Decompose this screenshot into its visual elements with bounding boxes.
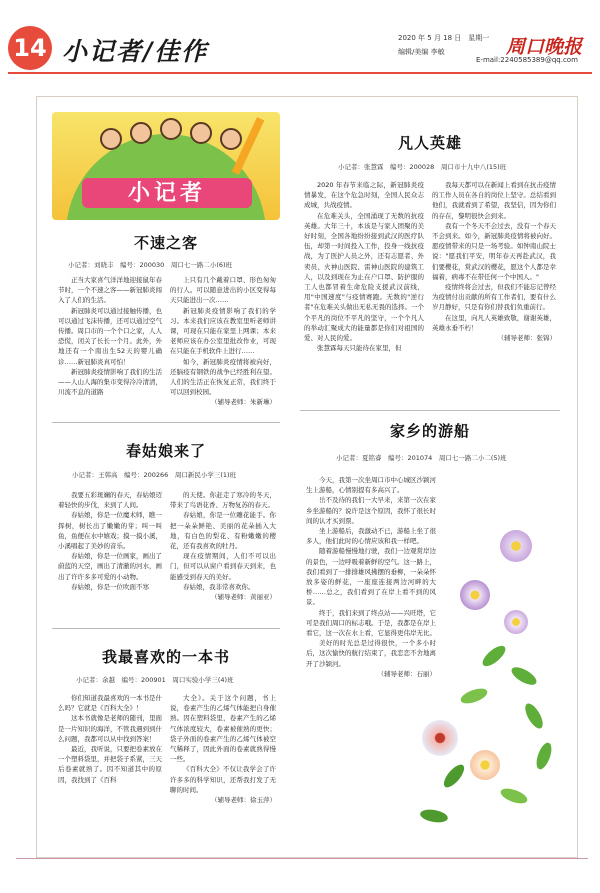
paragraph: 现在疫情期间，人们不可以出门，但可以从窗户看到春天到来，也能感受到春天的美好。: [170, 552, 276, 581]
footer-rule: [16, 858, 588, 859]
article-byline: 小记者：夏铭睿 编号：201074 周口七一路二小二(5)班: [336, 454, 507, 462]
leaf-icon: [522, 701, 546, 731]
paragraph: 春姑娘，你是一位画家，画出了蔚蓝的天空，画出了清澈的河水，画出了许许多多可爱的小动物。: [58, 552, 162, 581]
leaf-icon: [479, 642, 508, 669]
teacher-credit: （辅导老师：黄丽亚）: [211, 593, 276, 602]
paragraph: 我每天都可以在新闻上看到在抗击疫情的工作人员在各自的岗位上坚守。总结看到他们，我就看到了希望，我坚信，因为你们的存在，黎明很快会到来。: [432, 181, 556, 220]
paragraph: 如今，新冠肺炎疫情将被向好，还脑疫有钢铁的战争已经胜利在望。人们的生活正在恢复正常，我们终于可以回到校园。: [170, 357, 276, 397]
paragraph: 坐上游船后，我激动不已，游船上坐了很多人，他们此时的心情应该和我一样吧。: [306, 527, 436, 546]
child-face-icon: [190, 122, 212, 144]
editor-credit: 编辑/美编 李敏: [398, 48, 445, 56]
little-reporter-banner: [52, 112, 280, 220]
paragraph: 新冠肺炎疫情影响了我们的生活——人山人海的集市变得冷冷清清，川流不息的道路: [58, 367, 162, 397]
article-byline: 小记者：王韩高 编号：200266 周口新民小学三(1)班: [72, 471, 237, 479]
contact-email: E-mail:2240585389@qq.com: [476, 56, 578, 64]
leaf-icon: [509, 664, 539, 688]
leaf-icon: [459, 686, 489, 707]
article-column: [170, 490, 276, 620]
newspaper-brand: 周口晚报: [505, 36, 582, 58]
article-title: 不速之客: [133, 234, 198, 252]
leaf-icon: [499, 786, 529, 807]
header-rule: [8, 72, 592, 74]
paragraph: 春姑娘，我非常喜欢你。: [183, 582, 255, 591]
article-column: [58, 693, 162, 833]
paragraph: 春姑娘，你是一位魔术师，瞧一挥树，树长出了嫩嫩的芽；叫一叫鱼，鱼便在水中嬉戏；摸一摸小溪，小溪唱起了美妙的音乐。: [58, 511, 162, 551]
leaf-icon: [419, 808, 449, 825]
paragraph: 2020 年春节来临之际，新冠肺炎疫情暴发，在这个危急时刻，全国人民众志成城，共战疫情。: [304, 181, 424, 210]
child-face-icon: [220, 128, 242, 150]
article-title: 家乡的游船: [389, 422, 470, 440]
paragraph: 最近，我听说，只要把卷素放在一个塑料袋里，并把袋子系紧，三天后卷素就熟了。因不知道其中的原因，我找到了《百科: [58, 745, 162, 784]
paragraph: 你们知道我最喜欢的一本书是什么吗？它就是《百科大全》！: [58, 694, 162, 713]
paragraph: 的天使。你赶走了寒冷的冬天，带来了鸟语花香、万物复苏的春天。: [170, 491, 276, 510]
article-byline: 小记者：刘晓丰 编号：200030 周口七一路二小(6)班: [68, 261, 233, 269]
article-title: 春姑娘来了: [125, 442, 206, 460]
paragraph: 美好的时光总是过得很快，一个多小时后，这次愉快的航行结束了，我恋恋不舍地离开了沙颍河。: [306, 639, 436, 668]
teacher-credit: （辅导老师：朱新琳）: [211, 398, 276, 407]
banner-title: 小记者: [82, 178, 252, 208]
paragraph: 新冠肺炎可以通过接触传播，也可以通过飞沫传播，还可以通过空气传播。周口市的一个个口之家，人人恐慌，闭关了长长一个月。此外，外地还有一个南出生52天的婴儿确诊……新冠肺炎真可怕！: [58, 306, 162, 366]
child-face-icon: [160, 118, 182, 140]
article-column: [432, 180, 556, 402]
paragraph: 上只有几个戴着口罩、形色匆匆的行人。可以随意进出的小区变得每天只能进出一次……: [170, 276, 276, 305]
page-number-badge: 14: [8, 26, 52, 70]
paragraph: 正当大家喜气洋洋地迎接鼠年春节时，一个不速之客——新冠肺炎闯入了人们的生活。: [58, 276, 162, 305]
paragraph: 大全》。关于这个问题，书上说，卷素产生的乙烯气体能把自身催熟。因在塑料袋里，卷素产生的乙烯气体浓度较大，卷素被催熟的更快；袋子外面的卷素产生的乙烯气体被空气稀释了，因此外面的卷素就熟得慢一些。: [170, 694, 276, 764]
article-column: [170, 275, 276, 411]
article-divider: [52, 628, 280, 629]
flower-icon: [504, 610, 528, 634]
article-title: 凡人英雄: [397, 134, 462, 152]
article-divider: [300, 410, 560, 411]
paragraph: 终于，我们来到了终点站——兴旺塔，它可是我们周口的标志哦。于是，我都是在岸上看它，这一次在水上看，它显得更伟岸无比。: [306, 608, 436, 638]
paragraph: 随着游船慢慢地行驶，我们一边观赏岸边的景色，一边呼吸着新鲜的空气。这一路上，我们看到了一排排雄风拂摆的垂柳，一朵朵怀放多姿的鲜花，一座座连接两边河畔的大桥……总之，我们看到了在岸上看不到的风景。: [306, 547, 436, 607]
paragraph: 在这里，向凡人英雄致敬，谢谢英雄，英雄永垂不朽！: [432, 313, 556, 332]
paragraph: 今天，我第一次坐周口市中心城区沙颍河生上游船，心情别提有多高兴了。: [306, 476, 436, 495]
paragraph: 张慧霖每天只能待在家里，但: [317, 344, 402, 353]
article-column: [58, 275, 162, 411]
paragraph: 我要五彩斑斓的春天，春姑娘迈着轻快的步伐，来到了人间。: [58, 491, 162, 510]
paragraph: 在危难关头，全国涌现了无数的抗疫英雄。大年三十，本该是与家人团聚的美好时刻，全国各地纷纷接到武汉的医疗队伍，却第一时间投入工作，投身一线抗疫战，为了医护人员之外，还有志愿者、外卖员、火神山医院、雷神山医院的建筑工人，以及到现在为止在户口罩、防护服的工人也都冒着生命危险支援武汉前线，用"中国速度"与疫情赛跑。无数的"逆行者"在危难关头做出无私无畏的选择。一个个平凡的岗位不平凡的坚守，一个个凡人的举动汇聚成大的能量都是你们对祖国的爱、对人民的爱。: [304, 211, 424, 343]
paragraph: 这本书就像是老师的随刊，里面是一片知识的海洋，不管我遇到到什么问题，我都可以从中找到答案！: [58, 714, 162, 743]
leaf-icon: [440, 761, 467, 790]
paragraph: 岳不及待的我们一大早来，来第一次在家乡坐游船的？说许是这个原因，我怀了很长时间的认才买到票。: [306, 496, 436, 525]
paragraph: 疫情终将会过去，但我们不能忘记曾经为疫情付出贡献的所有工作者们，要有什么岁月静好，只是有你们替我们负重前行。: [432, 283, 556, 312]
issue-date: 2020 年 5 月 18 日 星期一: [398, 34, 490, 42]
paragraph: 《百科大全》不仅让我学会了许许多多的科学知识，还帮我打发了无聊的时间。: [170, 765, 276, 794]
paragraph: 春姑娘，你是一位吹面不寒: [71, 582, 149, 591]
article-column: [306, 475, 436, 685]
teacher-credit: （辅导老师：石丽）: [377, 669, 436, 678]
flower-icon: [470, 750, 500, 780]
article-title: 我最喜欢的一本书: [101, 648, 230, 666]
article-column: [170, 693, 276, 833]
child-face-icon: [130, 122, 152, 144]
flower-icon: [500, 530, 532, 562]
article-divider: [52, 422, 280, 423]
floral-decoration: [420, 520, 570, 840]
paragraph: 新冠肺炎疫情影响了我们的学习。本来我们应该在教室里听老师讲课，可现在只能在家里上网课；本来老师应该在办公室里批改作业，可现在只能在手机软件上进行……: [170, 306, 276, 356]
article-byline: 小记者：余越 编号：200901 周口实验小学三(4)班: [76, 676, 234, 684]
section-title: 小记者/佳作: [62, 37, 209, 66]
teacher-credit: （辅导老师：徐玉萍）: [211, 796, 276, 805]
flower-icon: [460, 580, 490, 610]
teacher-credit: （辅导老师：张锦）: [497, 334, 556, 343]
flower-icon: [422, 720, 458, 756]
child-face-icon: [100, 128, 122, 150]
paragraph: 春姑娘，你是一位雕花能手。你把一朵朵鲜艳、美丽的花朵插入大地，有白色的梨花、有粉嫩嫩的樱花，还有我喜欢的牡丹。: [170, 511, 276, 551]
article-column: [304, 180, 424, 402]
paragraph: 我有一个冬天不会过去，没有一个春天不会到来。如今，新冠肺炎疫情将被向好。愿疫情带来的只是一场考验。如钟南山院士说："愿我们平安，明年春天再赴武汉，我们要樱花，赏武汉的樱花，愿这个人都是幸福着，病毒不在带任何一个中国人。": [432, 221, 556, 281]
article-column: [58, 490, 162, 620]
leaf-icon: [534, 741, 555, 771]
article-byline: 小记者：张慧霖 编号：200028 周口市十九中八(15)班: [338, 163, 507, 171]
